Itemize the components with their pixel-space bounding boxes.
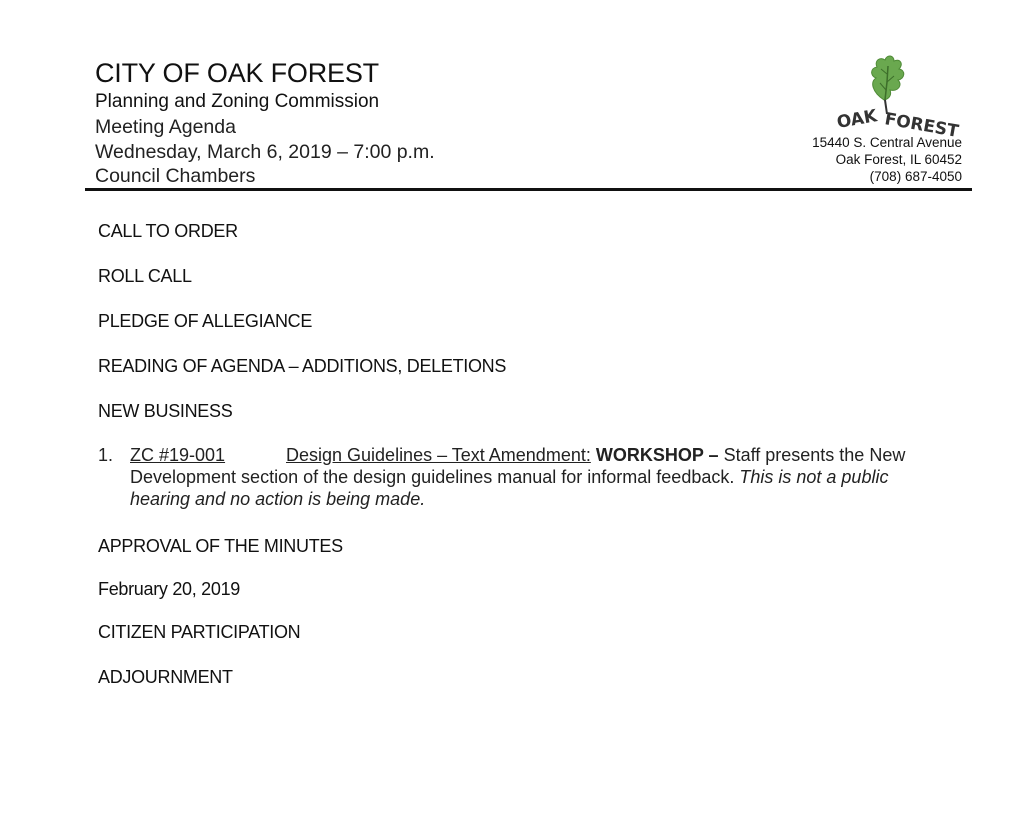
section-roll-call: ROLL CALL bbox=[98, 266, 192, 286]
header-divider bbox=[85, 188, 972, 191]
logo-text-forest: FOREST bbox=[883, 109, 961, 142]
agenda-item-body bbox=[130, 444, 950, 510]
meeting-location: Council Chambers bbox=[95, 165, 256, 187]
oak-leaf-icon bbox=[832, 52, 961, 142]
section-call-to-order: CALL TO ORDER bbox=[98, 221, 238, 241]
commission-name: Planning and Zoning Commission bbox=[95, 91, 380, 112]
org-title: CITY OF OAK FOREST bbox=[95, 58, 379, 88]
address-phone: (708) 687-4050 bbox=[869, 169, 962, 184]
agenda-item-note: This is not a public hearing and no action is being made. bbox=[130, 467, 889, 509]
agenda-item-case: ZC #19-001 bbox=[130, 445, 226, 465]
section-adjournment: ADJOURNMENT bbox=[98, 667, 233, 687]
logo-text-oak: OAK bbox=[835, 106, 879, 133]
section-reading-of-agenda: READING OF AGENDA – ADDITIONS, DELETIONS bbox=[98, 356, 507, 376]
minutes-date: February 20, 2019 bbox=[98, 579, 240, 599]
address-street: 15440 S. Central Avenue bbox=[812, 135, 962, 150]
agenda-item-title: Design Guidelines – Text Amendment: bbox=[286, 445, 591, 465]
agenda-item-description: Staff presents the New Development section of the design guidelines manual for informal feedback. bbox=[130, 445, 906, 487]
section-citizen-participation: CITIZEN PARTICIPATION bbox=[98, 622, 301, 642]
agenda-item-label: WORKSHOP – bbox=[595, 445, 719, 465]
section-pledge: PLEDGE OF ALLEGIANCE bbox=[98, 311, 313, 331]
meeting-datetime: Wednesday, March 6, 2019 – 7:00 p.m. bbox=[95, 141, 435, 163]
city-address bbox=[812, 134, 962, 185]
oak-forest-logo bbox=[832, 52, 961, 142]
section-approval-of-minutes: APPROVAL OF THE MINUTES bbox=[98, 536, 343, 556]
agenda-item-number: 1. bbox=[98, 445, 114, 465]
document-type: Meeting Agenda bbox=[95, 116, 236, 138]
section-new-business: NEW BUSINESS bbox=[98, 401, 233, 421]
address-city: Oak Forest, IL 60452 bbox=[835, 152, 962, 167]
